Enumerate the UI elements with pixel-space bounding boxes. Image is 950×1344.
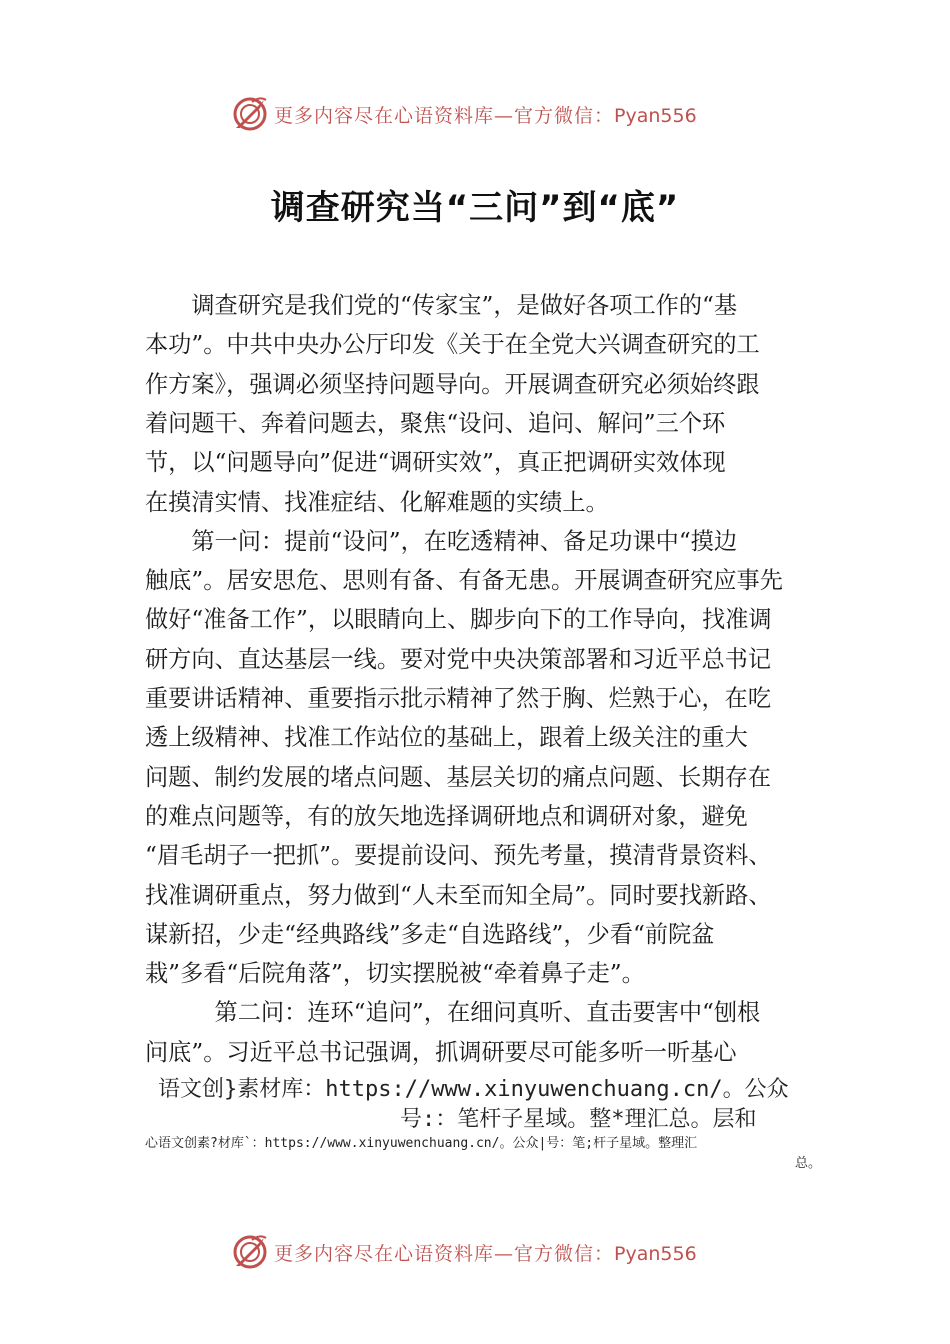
body-line: 第一问：提前“设问”，在吃透精神、备足功课中“摸边	[145, 527, 738, 555]
body-line: 调查研究是我们党的“传家宝”，是做好各项工作的“基	[145, 292, 738, 319]
body-line: 的难点问题等，有的放矢地选择调研地点和调研对象，避免	[145, 802, 748, 830]
body-line: 问底”。习近平总书记强调，抓调研要尽可能多听一听基心	[145, 1038, 737, 1066]
banner-text: 更多内容尽在心语资料库—官方微信：Pyan556	[274, 1242, 697, 1265]
page-title: 调查研究当“三问”到“底”	[270, 188, 680, 228]
body-line: “眉毛胡子一把抓”。要提前设问、预先考量，摸清背景资料、	[145, 842, 772, 870]
body-line: 本功”。中共中央办公厅印发《关于在全党大兴调查研究的工	[145, 331, 760, 359]
pen-logo-icon	[230, 1232, 270, 1272]
body-line: 着问题干、奔着问题去，聚焦“设问、追问、解问”三个环	[145, 409, 726, 437]
body-line: 透上级精神、找准工作站位的基础上，跟着上级关注的重大	[145, 724, 748, 752]
watermark-small-2: 总。	[795, 1156, 822, 1171]
body-line: 找准调研重点，努力做到“人未至而知全局”。同时要找新路、	[145, 881, 772, 909]
body-line: 作方案》，强调必须坚持问题导向。开展调查研究必须始终跟	[145, 370, 760, 398]
body-line: 重要讲话精神、重要指示批示精神了然于胸、烂熟于心，在吃	[145, 685, 772, 712]
banner-text: 更多内容尽在心语资料库—官方微信：Pyan556	[274, 104, 697, 127]
body-line: 触底”。居安思危、思则有备、有备无患。开展调查研究应事先	[145, 567, 783, 595]
body-line: 第二问：连环“追问”，在细问真听、直击要害中“刨根	[145, 999, 761, 1027]
body-line: 节，以“问题导向”促进“调研实效”，真正把调研实效体现	[145, 449, 726, 477]
banner-handle: Pyan556	[614, 104, 697, 127]
watermark-line-2: 号:：笔杆子星域。整*理汇总。层和	[400, 1107, 757, 1132]
body-line: 在摸清实情、找准症结、化解难题的实绩上。	[145, 488, 609, 516]
body-line: 栽”多看“后院角落”，切实摆脱被“牵着鼻子走”。	[145, 960, 645, 988]
watermark-line-1: 语文创}素材库：https://www.xinyuwenchuang.cn/。公众	[158, 1077, 789, 1102]
body-line: 研方向、直达基层一线。要对党中央决策部署和习近平总书记	[145, 645, 772, 673]
header-banner	[230, 94, 790, 134]
body-line: 做好“准备工作”，以眼睛向上、脚步向下的工作导向，找准调	[145, 606, 772, 634]
pen-logo-icon	[230, 94, 270, 134]
banner-handle: Pyan556	[614, 1242, 697, 1265]
body-line: 谋新招，少走“经典路线”多走“自选路线”，少看“前院盆	[145, 920, 715, 948]
watermark-small-1: 心语文创素?材库`：https://www.xinyuwenchuang.cn/。公众|号：笔;杆子星域。整理汇	[145, 1136, 698, 1151]
body-line: 问题、制约发展的堵点问题、基层关切的痛点问题、长期存在	[145, 763, 772, 791]
footer-banner	[230, 1232, 790, 1272]
